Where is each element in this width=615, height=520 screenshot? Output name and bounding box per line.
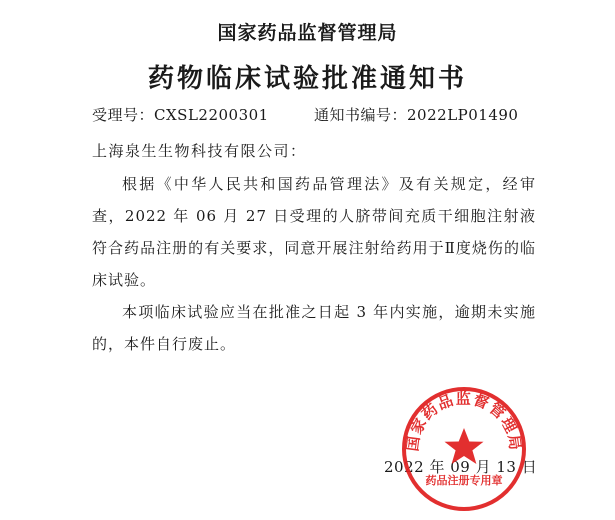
seal-outer-text: 国家药品监督管理局 (403, 389, 525, 453)
seal-inner-text: 药品注册专用章 (425, 474, 503, 487)
notice-number (314, 104, 518, 125)
official-seal-stamp (399, 384, 529, 514)
notice-value: 2022LP01490 (407, 106, 519, 124)
issuing-agency: 国家药品监督管理局 (217, 22, 398, 44)
acceptance-label: 受理号： (92, 106, 155, 124)
notice-label: 通知书编号： (314, 106, 408, 124)
issue-date: 2022 年 09 月 13 日 (384, 458, 538, 476)
seal-star-icon (445, 428, 484, 464)
body-paragraph-1: 根据《中华人民共和国药品管理法》及有关规定，经审查，2022 年 06 月 27 日受理的人脐带间充质干细胞注射液符合药品注册的有关要求，同意开展注射给药用于Ⅱ度烧伤的临床试验。 (92, 175, 536, 289)
document-meta (92, 104, 562, 125)
acceptance-number (92, 106, 269, 124)
addressee: 上海泉生生物科技有限公司： (92, 142, 307, 160)
document-title: 药物临床试验批准通知书 (147, 64, 467, 94)
body-paragraph-2: 本项临床试验应当在批准之日起 3 年内实施，逾期未实施的，本件自行废止。 (92, 303, 536, 353)
acceptance-value: CXSL2200301 (154, 106, 269, 124)
